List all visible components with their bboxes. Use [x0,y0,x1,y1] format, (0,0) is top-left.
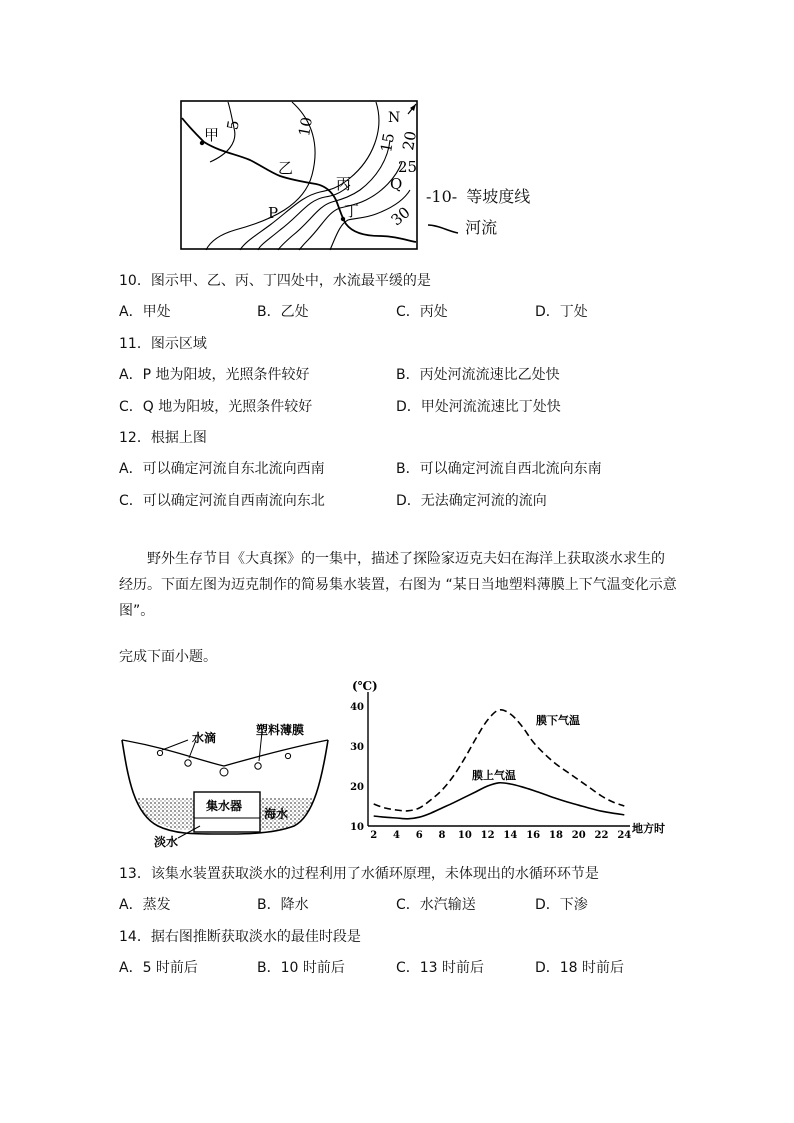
x-tick-label: 18 [548,830,563,841]
x-tick-label: 10 [457,830,472,841]
q11-option-d[interactable]: D．甲处河流流速比丁处快 [396,399,561,415]
q11-option-c[interactable]: C．Q 地为阳坡，光照条件较好 [119,399,313,415]
q14-option-d[interactable]: D．18 时前后 [535,960,625,976]
q10-option-b[interactable]: B．乙处 [257,304,309,320]
contour-label-25: 25 [398,158,418,176]
q14-option-b[interactable]: B．10 时前后 [257,960,345,976]
label-q: Q [390,175,403,193]
label-p: P [268,204,279,222]
contour-label-20: 20 [399,129,420,152]
legend-river-text: 河流 [465,218,498,237]
plastic-film [122,740,328,766]
q13-option-c[interactable]: C．水汽输送 [396,897,476,913]
label-seawater: 海水 [264,807,289,821]
q12-option-a[interactable]: A．可以确定河流自东北流向西南 [119,461,325,477]
q12-option-c[interactable]: C．可以确定河流自西南流向东北 [119,493,325,509]
chart-ylabel: (℃) [352,679,378,693]
contour-label-15: 15 [377,131,399,154]
label-bing: 丙 [336,175,352,193]
label-water-drop: 水滴 [192,731,217,745]
legend-river-line [426,223,460,235]
label-plastic-film: 塑料薄膜 [256,723,305,737]
series-line-above-film [374,783,625,819]
q13-option-a[interactable]: A．蒸发 [119,897,171,913]
contour-label-30: 30 [387,203,414,230]
q14-option-c[interactable]: C．13 时前后 [396,960,485,976]
q13-stem: 13．该集水装置获取淡水的过程利用了水循环原理，未体现出的水循环环节是 [119,866,599,882]
legend-contour-text: 等坡度线 [466,187,531,206]
intro-paragraph: 野外生存节目《大真探》的一集中，描述了探险家迈克夫妇在海洋上获取淡水求生的经历。下面左图为迈克制作的简易集水装置，右图为 “某日当地塑料薄膜上下气温变化示意图”。 [119,551,677,619]
series-label-above-film: 膜上气温 [472,769,516,782]
contour-label-10: 10 [295,115,317,138]
intro-instruction: 完成下面小题。 [119,649,217,665]
q14-option-a[interactable]: A．5 时前后 [119,960,198,976]
x-tick-label: 22 [594,830,609,841]
x-tick-label: 2 [370,830,378,841]
y-tick-label: 30 [350,742,364,753]
q13-option-b[interactable]: B．降水 [257,897,309,913]
q14-stem: 14．据右图推断获取淡水的最佳时段是 [119,929,361,945]
series-line-under-film [374,710,625,811]
label-collector: 集水器 [206,799,243,813]
temperature-chart [346,676,680,844]
x-tick-label: 14 [503,830,518,841]
legend-contour-sample: -10- [426,187,458,206]
y-tick-label: 20 [350,782,364,793]
label-jia: 甲 [204,126,220,144]
contour-map [180,100,420,252]
q10-option-a[interactable]: A．甲处 [119,304,171,320]
q11-option-b[interactable]: B．丙处河流流速比乙处快 [396,367,560,383]
q10-stem: 10．图示甲、乙、丙、丁四处中，水流最平缓的是 [119,273,431,289]
label-freshwater: 淡水 [154,835,179,849]
q11-option-a[interactable]: A．P 地为阳坡，光照条件较好 [119,367,310,383]
x-tick-label: 16 [526,830,541,841]
q10-option-c[interactable]: C．丙处 [396,304,448,320]
label-ding: 丁 [344,202,360,220]
series-label-under-film: 膜下气温 [536,714,580,727]
q12-option-d[interactable]: D．无法确定河流的流向 [396,493,547,509]
x-tick-label: 8 [438,830,446,841]
chart-xlabel: 地方时 [632,822,665,835]
y-tick-label: 40 [350,702,364,713]
x-tick-label: 6 [415,830,423,841]
q13-option-d[interactable]: D．下渗 [535,897,588,913]
map-legend [426,184,530,238]
water-collector-diagram [118,718,332,850]
label-north: N [388,110,401,126]
legend-river [426,215,530,238]
label-yi: 乙 [278,159,294,177]
contour-label-5: 5 [223,118,243,132]
x-tick-label: 4 [392,830,400,841]
x-tick-label: 24 [617,830,632,841]
q11-stem: 11．图示区域 [119,336,207,352]
q12-stem: 12．根据上图 [119,430,207,446]
legend-contour [426,184,530,207]
y-tick-label: 10 [350,822,364,833]
q10-option-d[interactable]: D．丁处 [535,304,588,320]
x-tick-label: 12 [480,830,495,841]
q12-option-b[interactable]: B．可以确定河流自西北流向东南 [396,461,602,477]
x-tick-label: 20 [571,830,586,841]
